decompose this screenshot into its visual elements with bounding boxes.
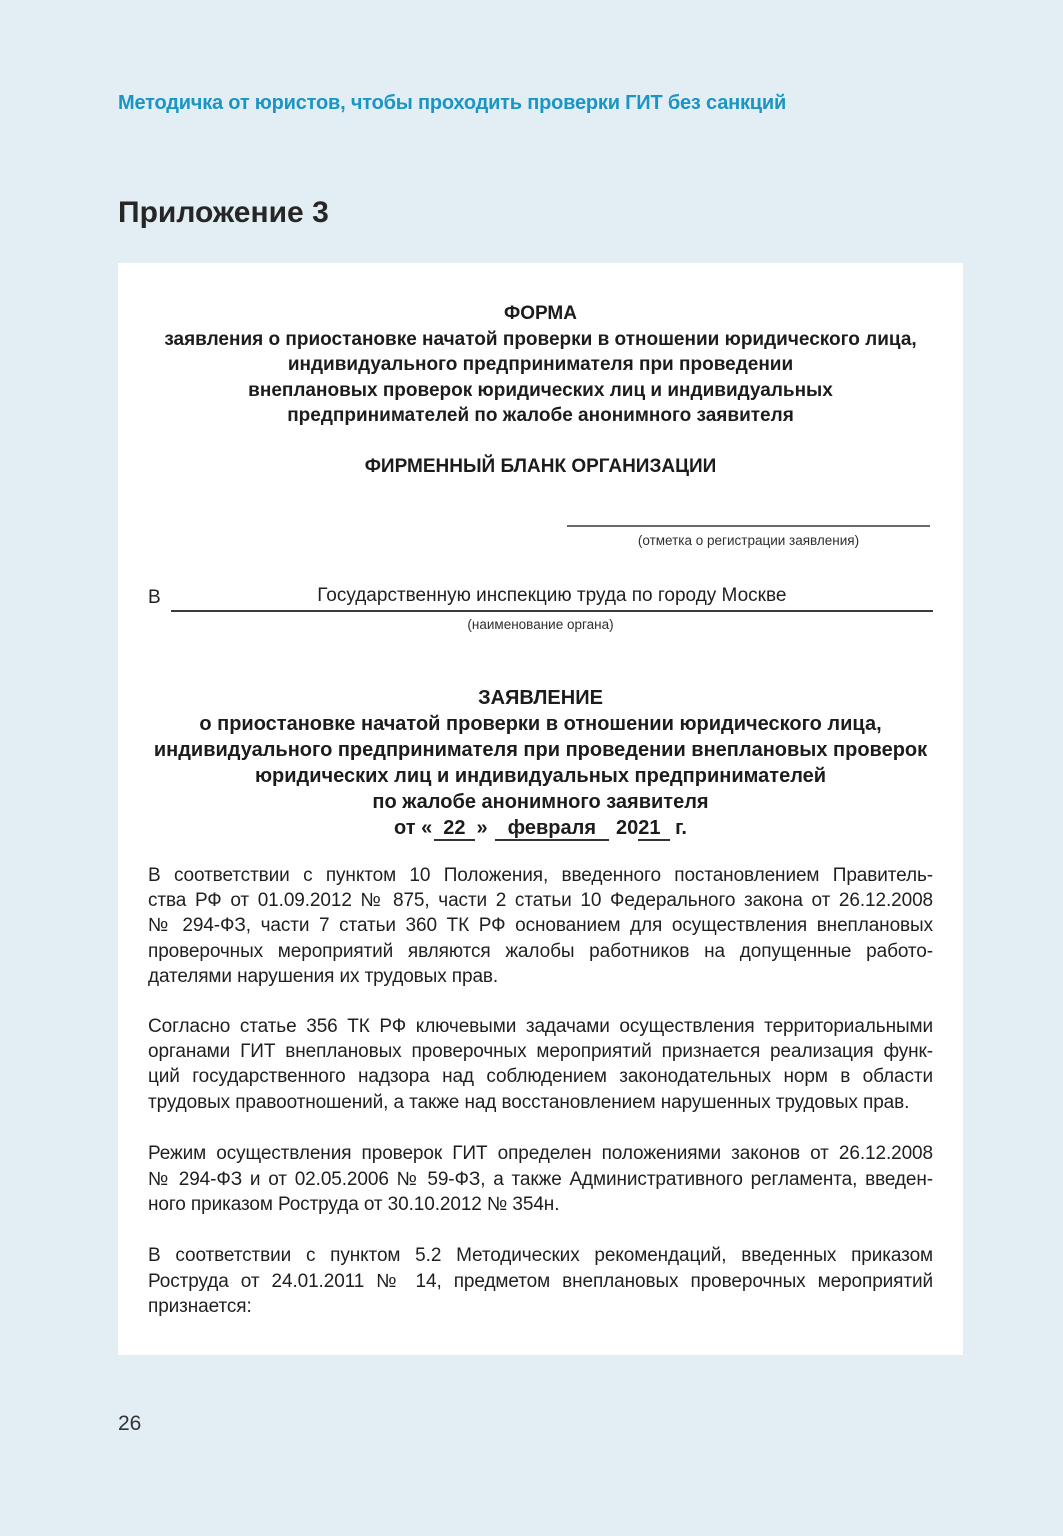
- text-line: органами ГИТ внеплановых проверочных мероприятий признается реализация функ-: [148, 1040, 933, 1062]
- registration-caption: (отметка о регистрации заявления): [637, 532, 860, 548]
- paragraph-recommendations: [148, 1243, 933, 1319]
- letterhead-label: ФИРМЕННЫЙ БЛАНК ОРГАНИЗАЦИИ: [364, 455, 717, 477]
- text-line: В соответствии с пунктом 5.2 Методических рекомендаций, введенных приказом: [148, 1245, 933, 1267]
- text-line: индивидуального предпринимателя при проведении: [287, 354, 794, 375]
- text-line: Роструда от 24.01.2011 № 14, предметом внеплановых проверочных мероприятий: [148, 1270, 933, 1292]
- paragraph-inspection-regime: [148, 1141, 933, 1217]
- form-header-block: [148, 301, 933, 429]
- text-line: признается:: [148, 1296, 252, 1318]
- text-line: дателями нарушения их трудовых прав.: [148, 966, 499, 988]
- recipient-authority-value: Государственную инспекцию труда по городу Москве: [317, 584, 787, 606]
- appendix-title: Приложение 3: [118, 196, 329, 229]
- date-prefix: от «: [394, 816, 433, 839]
- text-line: В соответствии с пунктом 10 Положения, введенного постановлением Правитель-: [148, 864, 933, 886]
- paragraph-legal-basis: [148, 863, 933, 990]
- date-month-field: февраля: [495, 817, 609, 841]
- text-line: о приостановке начатой проверки в отношении юридического лица,: [199, 712, 882, 735]
- recipient-caption: (наименование органа): [467, 616, 614, 632]
- recipient-prefix: В: [148, 586, 161, 608]
- date-day-field: 22: [434, 817, 474, 841]
- page-number: 26: [118, 1412, 142, 1435]
- text-line: Режим осуществления проверок ГИТ определен положениями законов от 26.12.2008: [148, 1143, 933, 1165]
- text-line: № 294-ФЗ и от 02.05.2006 № 59-ФЗ, а также Административного регламента, введен-: [148, 1168, 933, 1190]
- text-line: ФОРМА: [504, 303, 577, 324]
- text-line: ства РФ от 01.09.2012 № 875, части 2 статьи 10 Федерального закона от 26.12.2008: [148, 889, 933, 911]
- text-line: проверочных мероприятий являются жалобы работников на допущенные работо-: [148, 940, 933, 962]
- date-year-field: 21: [638, 817, 669, 841]
- recipient-row: [148, 584, 933, 612]
- text-line: заявления о приостановке начатой проверки в отношении юридического лица,: [164, 328, 917, 350]
- statement-date-line: [148, 815, 933, 841]
- recipient-authority-field: [171, 584, 933, 612]
- text-line: ного приказом Роструда от 30.10.2012 № 354н.: [148, 1193, 560, 1215]
- text-line: № 294-ФЗ, части 7 статьи 360 ТК РФ основанием для осуществления внеплановых: [148, 915, 933, 937]
- registration-mark-field: [567, 525, 930, 549]
- text-line: ЗАЯВЛЕНИЕ: [478, 686, 603, 709]
- text-line: индивидуального предпринимателя при проведении внеплановых проверок: [153, 738, 928, 761]
- form-card: [118, 263, 963, 1355]
- statement-title-block: [148, 685, 933, 815]
- date-suffix: г.: [675, 816, 687, 839]
- text-line: предпринимателей по жалобе анонимного заявителя: [287, 405, 794, 426]
- text-line: ций государственного надзора над соблюдением законодательных норм в области: [148, 1066, 933, 1088]
- date-year-first: 20: [616, 816, 639, 839]
- paragraph-article-356: [148, 1014, 933, 1116]
- text-line: юридических лиц и индивидуальных предпринимателей: [254, 764, 827, 787]
- text-line: по жалобе анонимного заявителя: [372, 790, 709, 813]
- text-line: трудовых правоотношений, а также над восстановлением нарушенных трудовых прав.: [148, 1091, 910, 1113]
- date-close-quote: »: [476, 816, 488, 839]
- text-line: Согласно статье 356 ТК РФ ключевыми задачами осуществления территориальными: [148, 1015, 933, 1037]
- text-line: внеплановых проверок юридических лиц и индивидуальных: [248, 379, 833, 401]
- booklet-header-title: Методичка от юристов, чтобы проходить проверки ГИТ без санкций: [118, 92, 787, 114]
